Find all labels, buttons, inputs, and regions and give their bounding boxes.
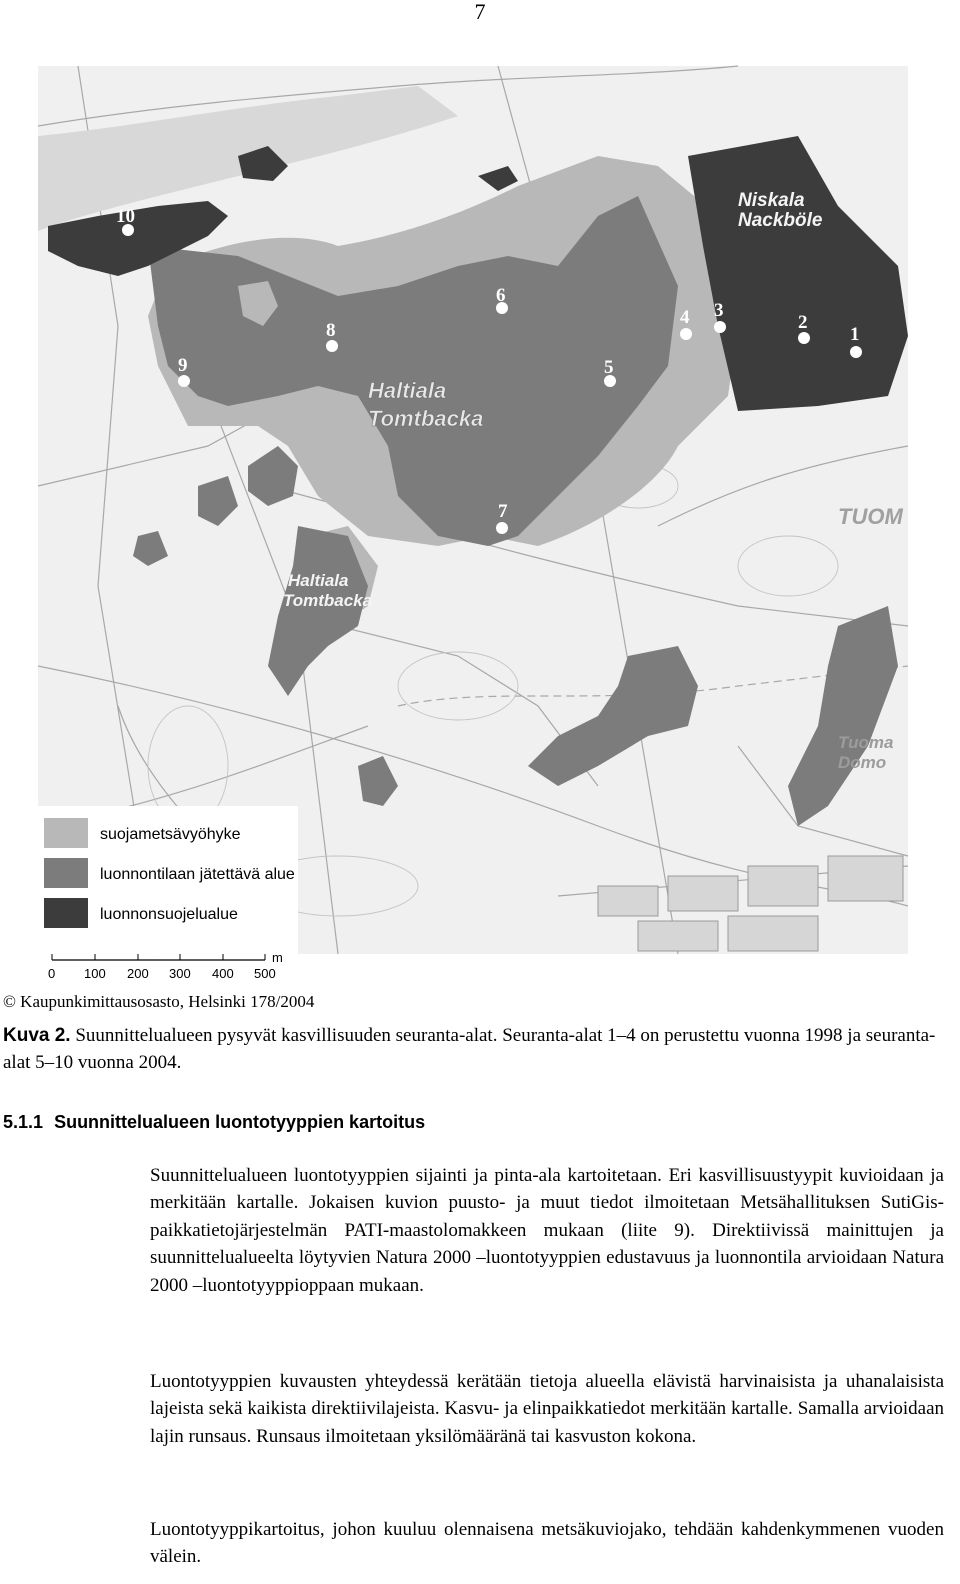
marker-label: 2 xyxy=(798,312,808,333)
marker-label: 8 xyxy=(326,320,336,341)
marker-label: 3 xyxy=(714,300,724,321)
marker-dot xyxy=(798,332,810,344)
section-heading xyxy=(3,1110,425,1134)
marker-dot xyxy=(850,346,862,358)
marker-label: 4 xyxy=(680,307,690,328)
legend-swatch-natural xyxy=(44,858,88,888)
page-number: 7 xyxy=(474,0,486,24)
legend-swatch-buffer xyxy=(44,818,88,848)
scale-label-300: 300 xyxy=(169,966,191,981)
marker-label: 1 xyxy=(850,324,860,345)
marker-dot xyxy=(178,375,190,387)
marker-label: 9 xyxy=(178,355,188,376)
place-tomtbacka-1: Tomtbacka xyxy=(368,406,484,431)
place-tomtbacka-2: Tomtbacka xyxy=(283,591,373,610)
place-haltiala-2: Haltiala xyxy=(288,571,349,590)
marker-label: 5 xyxy=(604,357,614,378)
paragraph-2: Luontotyyppien kuvausten yhteydessä kerätään tietoja alueella elävistä harvinaisista ja uhanalaisista lajeista sekä kaikista direktiivilajeista. Kasvu- ja elinpaikkatiedot merkitään kartalle. Samalla arvioidaan lajin runsaus. Runsaus ilmoitetaan yksilömääränä tai kasvuston kokona. xyxy=(150,1371,944,1447)
marker-dot xyxy=(714,321,726,333)
legend-label-buffer: suojametsävyöhyke xyxy=(100,826,241,843)
place-domo: Domo xyxy=(838,753,887,772)
marker-7 xyxy=(496,501,508,534)
legend-label-reserve: luonnonsuojelualue xyxy=(100,906,238,923)
scale-label-500: 500 xyxy=(254,966,276,981)
marker-dot xyxy=(680,328,692,340)
legend-label-natural: luonnontilaan jätettävä alue xyxy=(100,866,295,883)
scale-label-200: 200 xyxy=(127,966,149,981)
scale-label-400: 400 xyxy=(212,966,234,981)
marker-label: 6 xyxy=(496,285,506,306)
section-title: Suunnittelualueen luontotyyppien kartoitus xyxy=(54,1112,426,1132)
copyright-notice: © Kaupunkimittausosasto, Helsinki 178/2004 xyxy=(3,992,315,1011)
scale-unit: m xyxy=(272,950,283,965)
marker-label: 7 xyxy=(498,501,508,522)
place-haltiala-1: Haltiala xyxy=(368,378,447,403)
map-svg xyxy=(38,66,908,954)
scale-label-0: 0 xyxy=(48,966,56,981)
scale-bar xyxy=(50,952,290,988)
section-number: 5.1.1 xyxy=(3,1112,44,1132)
caption-text: Suunnittelualueen pysyvät kasvillisuuden seuranta-alat. Seuranta-alat 1–4 on perustettu vuonna 1998 ja seuranta-alat 5–10 vuonna 2004. xyxy=(3,1025,936,1073)
map-figure xyxy=(38,66,908,954)
map-legend xyxy=(38,806,298,954)
caption-label: Kuva 2. xyxy=(3,1025,71,1046)
place-tuoma: Tuoma xyxy=(838,733,894,752)
place-nackbole: Nackböle xyxy=(738,210,823,231)
place-niskala: Niskala xyxy=(738,190,805,211)
marker-dot xyxy=(326,340,338,352)
marker-dot xyxy=(496,522,508,534)
legend-swatch-reserve xyxy=(44,898,88,928)
figure-caption xyxy=(3,1022,947,1076)
marker-label: 10 xyxy=(116,206,135,227)
paragraph-1: Suunnittelualueen luontotyyppien sijainti ja pinta-ala kartoitetaan. Eri kasvillisuustyypit kuvioidaan ja merkitään kartalle. Jokaisen kuvion puusto- ja muut tiedot ilmoitetaan Metsähallituksen SutiGis-paikkatietojärjestelmän PATI-maastolomakkeen mukaan (liite 9). Direktiivissä mainittujen ja suunnittelualueelta löytyvien Natura 2000 –luontotyyppien edustavuus ja luonnontila arvioidaan Natura 2000 –luontotyyppioppaan mukaan. xyxy=(150,1165,944,1296)
place-tuom: TUOM xyxy=(838,504,903,529)
paragraph-3: Luontotyyppikartoitus, johon kuuluu olennaisena metsäkuviojako, tehdään kahdenkymmenen vuoden välein. xyxy=(150,1519,944,1568)
scale-label-100: 100 xyxy=(84,966,106,981)
scale-bar-svg xyxy=(50,952,290,988)
